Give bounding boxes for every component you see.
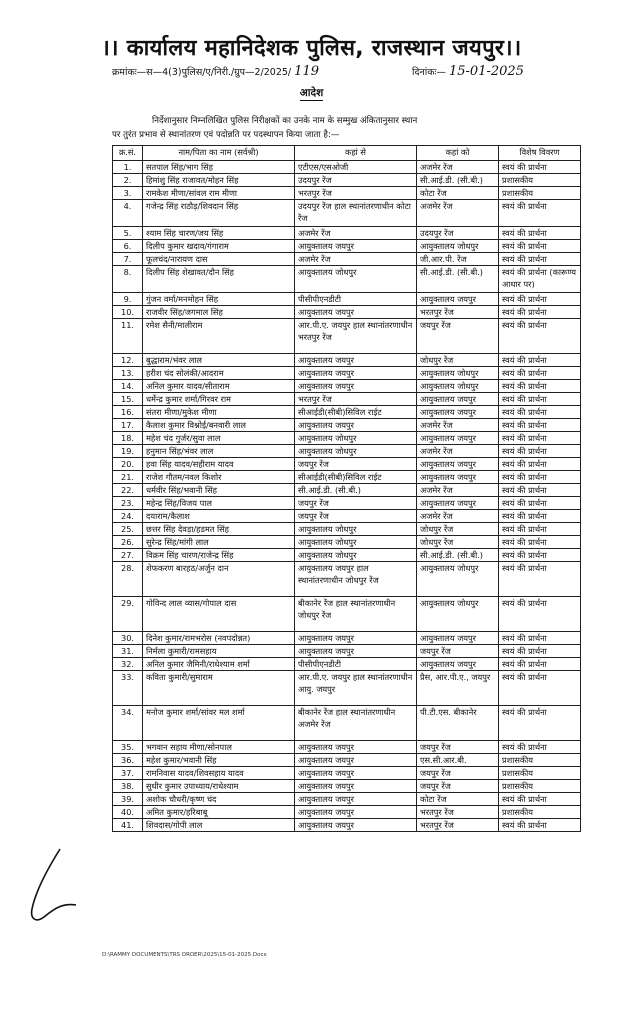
from-cell: बीकानेर रेंज हाल स्थानांतरणाधीन अजमेर रेंज xyxy=(295,706,417,741)
remark-cell: स्वयं की प्रार्थना xyxy=(499,354,581,367)
serial-cell: 31. xyxy=(113,645,143,658)
from-cell: आर.पी.ए. जयपुर हाल स्थानांतरणाधीन भरतपुर रेंज xyxy=(295,319,417,354)
to-cell: आयुक्तालय जयपुर xyxy=(417,632,499,645)
to-cell: उदयपुर रेंज xyxy=(417,227,499,240)
name-cell: रमेश सैनी/मालीराम xyxy=(143,319,295,354)
to-cell: आयुक्तालय जयपुर xyxy=(417,393,499,406)
to-cell: जयपुर रेंज xyxy=(417,319,499,354)
table-row xyxy=(113,174,581,187)
from-cell: आर.पी.ए. जयपुर हाल स्थानांतरणाधीन आयु. जयपुर xyxy=(295,671,417,706)
to-cell: आयुक्तालय जोधपुर xyxy=(417,562,499,597)
table-row xyxy=(113,367,581,380)
from-cell: आयुक्तालय जोधपुर xyxy=(295,536,417,549)
name-cell: अनिल कुमार यादव/सीताराम xyxy=(143,380,295,393)
serial-cell: 33. xyxy=(113,671,143,706)
from-cell: बीकानेर रेंज हाल स्थानांतरणाधीन जोधपुर रेंज xyxy=(295,597,417,632)
to-cell: सी.आई.डी. (सी.बी.) xyxy=(417,174,499,187)
name-cell: महेश कुमार/भवानी सिंह xyxy=(143,754,295,767)
name-cell: हिमांशु सिंह राजावत/मोहन सिंह xyxy=(143,174,295,187)
from-cell: आयुक्तालय जयपुर हाल स्थानांतरणाधीन जोधपुर रेंज xyxy=(295,562,417,597)
serial-cell: 22. xyxy=(113,484,143,497)
remark-cell: स्वयं की प्रार्थना xyxy=(499,484,581,497)
serial-cell: 1. xyxy=(113,161,143,174)
remark-cell: स्वयं की प्रार्थना xyxy=(499,793,581,806)
from-cell: आयुक्तालय जोधपुर xyxy=(295,432,417,445)
to-cell: अजमेर रेंज xyxy=(417,200,499,227)
serial-cell: 30. xyxy=(113,632,143,645)
table-row xyxy=(113,632,581,645)
table-row xyxy=(113,645,581,658)
to-cell: आयुक्तालय जयपुर xyxy=(417,658,499,671)
remark-cell: स्वयं की प्रार्थना xyxy=(499,741,581,754)
name-cell: दिलीप सिंह शेखावत/दौन सिंह xyxy=(143,266,295,293)
from-cell: सी.आई.डी. (सी.बी.) xyxy=(295,484,417,497)
table-row xyxy=(113,597,581,632)
table-row xyxy=(113,253,581,266)
table-row xyxy=(113,380,581,393)
remark-cell: प्रशासकीय xyxy=(499,754,581,767)
table-row xyxy=(113,658,581,671)
table-row xyxy=(113,767,581,780)
name-cell: हरीश चंद सोलंकी/आदराम xyxy=(143,367,295,380)
table-row xyxy=(113,562,581,597)
table-row xyxy=(113,471,581,484)
from-cell: एटीएस/एसओजी xyxy=(295,161,417,174)
to-cell: प्रैस, आर.पी.ए., जयपुर xyxy=(417,671,499,706)
serial-cell: 4. xyxy=(113,200,143,227)
remark-cell: स्वयं की प्रार्थना xyxy=(499,632,581,645)
remark-cell: स्वयं की प्रार्थना xyxy=(499,536,581,549)
serial-cell: 32. xyxy=(113,658,143,671)
serial-cell: 29. xyxy=(113,597,143,632)
table-row xyxy=(113,819,581,832)
to-cell: कोटा रेंज xyxy=(417,187,499,200)
from-cell: भरतपुर रेंज xyxy=(295,393,417,406)
to-cell: भरतपुर रेंज xyxy=(417,819,499,832)
to-cell: आयुक्तालय जयपुर xyxy=(417,458,499,471)
remark-cell: प्रशासकीय xyxy=(499,174,581,187)
remark-cell: स्वयं की प्रार्थना xyxy=(499,597,581,632)
order-heading: आदेश xyxy=(299,87,324,99)
serial-cell: 10. xyxy=(113,306,143,319)
name-cell: दयाराम/कैलाश xyxy=(143,510,295,523)
header-from: कहां से xyxy=(295,146,417,161)
name-cell: रामकेश मीणा/सांवल राम मीणा xyxy=(143,187,295,200)
remark-cell: स्वयं की प्रार्थना (कारूण्य आधार पर) xyxy=(499,266,581,293)
serial-cell: 2. xyxy=(113,174,143,187)
from-cell: उदयपुर रेंज xyxy=(295,174,417,187)
from-cell: आयुक्तालय जयपुर xyxy=(295,793,417,806)
to-cell: आयुक्तालय जयपुर xyxy=(417,406,499,419)
date-label: दिनांकः— xyxy=(412,67,446,78)
serial-cell: 36. xyxy=(113,754,143,767)
serial-cell: 9. xyxy=(113,293,143,306)
to-cell: जयपुर रेंज xyxy=(417,780,499,793)
name-cell: सतपाल सिंह/भाग सिंह xyxy=(143,161,295,174)
name-cell: बुद्धाराम/भंवर लाल xyxy=(143,354,295,367)
remark-cell: स्वयं की प्रार्थना xyxy=(499,161,581,174)
name-cell: हनुमान सिंह/भंवर लाल xyxy=(143,445,295,458)
remark-cell: स्वयं की प्रार्थना xyxy=(499,658,581,671)
from-cell: जयपुर रेंज xyxy=(295,458,417,471)
header-remark: विशेष विवरण xyxy=(499,146,581,161)
serial-cell: 37. xyxy=(113,767,143,780)
table-row xyxy=(113,780,581,793)
table-row xyxy=(113,406,581,419)
name-cell: छत्तर सिंह देवड़ा/हडमत सिंह xyxy=(143,523,295,536)
to-cell: आयुक्तालय जोधपुर xyxy=(417,380,499,393)
to-cell: एस.सी.आर.बी. xyxy=(417,754,499,767)
table-row xyxy=(113,306,581,319)
table-row xyxy=(113,793,581,806)
name-cell: दिलीप कुमार खदाव/गंगाराम xyxy=(143,240,295,253)
name-cell: श्याम सिंह चारण/जय सिंह xyxy=(143,227,295,240)
to-cell: पी.टी.एस. बीकानेर xyxy=(417,706,499,741)
from-cell: आयुक्तालय जयपुर xyxy=(295,367,417,380)
serial-cell: 16. xyxy=(113,406,143,419)
remark-cell: स्वयं की प्रार्थना xyxy=(499,497,581,510)
from-cell: आयुक्तालय जयपुर xyxy=(295,819,417,832)
name-cell: अनिल कुमार जैमिनी/राधेश्याम शर्मा xyxy=(143,658,295,671)
serial-cell: 11. xyxy=(113,319,143,354)
table-row xyxy=(113,536,581,549)
remark-cell: स्वयं की प्रार्थना xyxy=(499,380,581,393)
reference-number-handwritten: 119 xyxy=(294,64,319,79)
remark-cell: स्वयं की प्रार्थना xyxy=(499,319,581,354)
serial-cell: 28. xyxy=(113,562,143,597)
remark-cell: प्रशासकीय xyxy=(499,767,581,780)
remark-cell: स्वयं की प्रार्थना xyxy=(499,253,581,266)
table-row xyxy=(113,510,581,523)
date-handwritten: 15-01-2025 xyxy=(448,64,524,79)
to-cell: आयुक्तालय जोधपुर xyxy=(417,240,499,253)
table-row xyxy=(113,266,581,293)
name-cell: शिवदास/गोपी लाल xyxy=(143,819,295,832)
name-cell: रामनिवास यादव/शिवसहाय यादव xyxy=(143,767,295,780)
remark-cell: स्वयं की प्रार्थना xyxy=(499,227,581,240)
name-cell: महेन्द्र सिंह/विजय पाल xyxy=(143,497,295,510)
serial-cell: 14. xyxy=(113,380,143,393)
to-cell: जयपुर रेंज xyxy=(417,741,499,754)
name-cell: मनोज कुमार शर्मा/सांवर मल शर्मा xyxy=(143,706,295,741)
serial-cell: 15. xyxy=(113,393,143,406)
table-row xyxy=(113,200,581,227)
to-cell: जोधपुर रेंज xyxy=(417,523,499,536)
from-cell: आयुक्तालय जयपुर xyxy=(295,754,417,767)
serial-cell: 20. xyxy=(113,458,143,471)
name-cell: निर्मला कुमारी/रामसहाय xyxy=(143,645,295,658)
from-cell: आयुक्तालय जयपुर xyxy=(295,380,417,393)
to-cell: सी.आई.डी. (सी.बी.) xyxy=(417,549,499,562)
serial-cell: 41. xyxy=(113,819,143,832)
table-row xyxy=(113,445,581,458)
header-name: नाम/पिता का नाम (सर्वश्री) xyxy=(143,146,295,161)
from-cell: आयुक्तालय जयपुर xyxy=(295,806,417,819)
name-cell: फूलचंद/नारायण दास xyxy=(143,253,295,266)
serial-cell: 26. xyxy=(113,536,143,549)
from-cell: आयुक्तालय जयपुर xyxy=(295,780,417,793)
serial-cell: 23. xyxy=(113,497,143,510)
to-cell: जोधपुर रेंज xyxy=(417,536,499,549)
to-cell: जयपुर रेंज xyxy=(417,645,499,658)
name-cell: धर्मवीर सिंह/भवानी सिंह xyxy=(143,484,295,497)
table-header-row xyxy=(113,146,581,161)
serial-cell: 27. xyxy=(113,549,143,562)
name-cell: विक्रम सिंह चारण/राजेन्द्र सिंह xyxy=(143,549,295,562)
from-cell: आयुक्तालय जयपुर xyxy=(295,354,417,367)
serial-cell: 25. xyxy=(113,523,143,536)
office-title: ।। कार्यालय महानिदेशक पुलिस, राजस्थान जयपुर।। xyxy=(101,36,522,61)
name-cell: अमित कुमार/हरिबाबू xyxy=(143,806,295,819)
to-cell: आयुक्तालय जयपुर xyxy=(417,293,499,306)
signature-mark xyxy=(22,845,82,925)
name-cell: गोविन्द लाल व्यास/गोपाल दास xyxy=(143,597,295,632)
remark-cell: स्वयं की प्रार्थना xyxy=(499,510,581,523)
to-cell: अजमेर रेंज xyxy=(417,484,499,497)
to-cell: आयुक्तालय जोधपुर xyxy=(417,597,499,632)
name-cell: सुधीर कुमार उपाध्याय/राधेश्याम xyxy=(143,780,295,793)
from-cell: अजमेर रेंज xyxy=(295,253,417,266)
from-cell: आयुक्तालय जयपुर xyxy=(295,645,417,658)
remark-cell: प्रशासकीय xyxy=(499,780,581,793)
from-cell: आयुक्तालय जयपुर xyxy=(295,306,417,319)
remark-cell: स्वयं की प्रार्थना xyxy=(499,458,581,471)
name-cell: भगवान सहाय मीणा/सोनपाल xyxy=(143,741,295,754)
serial-cell: 19. xyxy=(113,445,143,458)
remark-cell: स्वयं की प्रार्थना xyxy=(499,706,581,741)
name-cell: गजेन्द्र सिंह राठौड़/शिवदान सिंह xyxy=(143,200,295,227)
from-cell: अजमेर रेंज xyxy=(295,227,417,240)
header-serial: क्र.सं. xyxy=(113,146,143,161)
table-body xyxy=(113,161,581,832)
serial-cell: 6. xyxy=(113,240,143,253)
remark-cell: स्वयं की प्रार्थना xyxy=(499,200,581,227)
name-cell: सुरेन्द्र सिंह/मांगी लाल xyxy=(143,536,295,549)
from-cell: आयुक्तालय जोधपुर xyxy=(295,445,417,458)
name-cell: धर्मेन्द्र कुमार शर्मा/गिरवर राम xyxy=(143,393,295,406)
from-cell: आयुक्तालय जयपुर xyxy=(295,767,417,780)
serial-cell: 24. xyxy=(113,510,143,523)
to-cell: अजमेर रेंज xyxy=(417,419,499,432)
serial-cell: 38. xyxy=(113,780,143,793)
name-cell: राजेश गौतम/नवल किशोर xyxy=(143,471,295,484)
to-cell: अजमेर रेंज xyxy=(417,161,499,174)
name-cell: दिनेश कुमार/रामभरोस (नवपदोन्नत) xyxy=(143,632,295,645)
table-row xyxy=(113,432,581,445)
remark-cell: स्वयं की प्रार्थना xyxy=(499,240,581,253)
file-path-footer: D:\RAMMY DOCUMENTS\TRS ORDER\2025\15-01-2025.Docx xyxy=(102,952,267,958)
to-cell: आयुक्तालय जयपुर xyxy=(417,432,499,445)
intro-line-1: निर्देशानुसार निम्नलिखित पुलिस निरीक्षकों का उनके नाम के सम्मुख अंकितानुसार स्थान xyxy=(152,116,418,126)
table-row xyxy=(113,549,581,562)
remark-cell: स्वयं की प्रार्थना xyxy=(499,445,581,458)
remark-cell: स्वयं की प्रार्थना xyxy=(499,432,581,445)
remark-cell: स्वयं की प्रार्थना xyxy=(499,393,581,406)
remark-cell: स्वयं की प्रार्थना xyxy=(499,819,581,832)
serial-cell: 18. xyxy=(113,432,143,445)
serial-cell: 35. xyxy=(113,741,143,754)
remark-cell: स्वयं की प्रार्थना xyxy=(499,419,581,432)
table-row xyxy=(113,754,581,767)
reference-prefix: क्रमांकः—स—4(3)पुलिस/ए/निरी./ग्रुप—2/2025/ xyxy=(112,67,292,78)
name-cell: महेश चंद गुर्जर/सुवा लाल xyxy=(143,432,295,445)
serial-cell: 13. xyxy=(113,367,143,380)
to-cell: आयुक्तालय जयपुर xyxy=(417,471,499,484)
table-row xyxy=(113,419,581,432)
serial-cell: 3. xyxy=(113,187,143,200)
table-row xyxy=(113,806,581,819)
order-date xyxy=(412,64,524,79)
table-row xyxy=(113,161,581,174)
serial-cell: 17. xyxy=(113,419,143,432)
name-cell: संतरा मीणा/मुकेश मीणा xyxy=(143,406,295,419)
from-cell: पीसीपीएनडीटी xyxy=(295,293,417,306)
name-cell: कैलाश कुमार विश्नोई/बनवारी लाल xyxy=(143,419,295,432)
header-to: कहां को xyxy=(417,146,499,161)
from-cell: आयुक्तालय जोधपुर xyxy=(295,549,417,562)
to-cell: आयुक्तालय जयपुर xyxy=(417,497,499,510)
name-cell: हवा सिंह यादव/सहीराम यादव xyxy=(143,458,295,471)
from-cell: आयुक्तालय जोधपुर xyxy=(295,266,417,293)
to-cell: भरतपुर रेंज xyxy=(417,306,499,319)
from-cell: सीआईडी(सीबी)सिविल राईट xyxy=(295,406,417,419)
remark-cell: स्वयं की प्रार्थना xyxy=(499,523,581,536)
name-cell: राजवीर सिंह/जगमाल सिंह xyxy=(143,306,295,319)
transfer-table xyxy=(112,145,581,832)
name-cell: कविता कुमारी/सुमाराम xyxy=(143,671,295,706)
remark-cell: स्वयं की प्रार्थना xyxy=(499,367,581,380)
table-row xyxy=(113,240,581,253)
serial-cell: 21. xyxy=(113,471,143,484)
serial-cell: 12. xyxy=(113,354,143,367)
remark-cell: स्वयं की प्रार्थना xyxy=(499,549,581,562)
to-cell: आयुक्तालय जोधपुर xyxy=(417,367,499,380)
from-cell: आयुक्तालय जयपुर xyxy=(295,741,417,754)
table-row xyxy=(113,293,581,306)
reference-number xyxy=(112,64,319,79)
to-cell: भरतपुर रेंज xyxy=(417,806,499,819)
table-row xyxy=(113,458,581,471)
table-row xyxy=(113,319,581,354)
remark-cell: स्वयं की प्रार्थना xyxy=(499,406,581,419)
to-cell: जयपुर रेंज xyxy=(417,767,499,780)
serial-cell: 40. xyxy=(113,806,143,819)
from-cell: उदयपुर रेंज हाल स्थानांतरणाधीन कोटा रेंज xyxy=(295,200,417,227)
table-row xyxy=(113,497,581,510)
table-row xyxy=(113,523,581,536)
remark-cell: प्रशासकीय xyxy=(499,806,581,819)
table-row xyxy=(113,187,581,200)
serial-cell: 8. xyxy=(113,266,143,293)
to-cell: सी.आई.डी. (सी.बी.) xyxy=(417,266,499,293)
name-cell: शेफकरण बारहठ/अर्जुन दान xyxy=(143,562,295,597)
from-cell: आयुक्तालय जयपुर xyxy=(295,240,417,253)
table-row xyxy=(113,354,581,367)
to-cell: जी.आर.पी. रेंज xyxy=(417,253,499,266)
serial-cell: 7. xyxy=(113,253,143,266)
to-cell: कोटा रेंज xyxy=(417,793,499,806)
from-cell: आयुक्तालय जयपुर xyxy=(295,419,417,432)
table-row xyxy=(113,671,581,706)
remark-cell: प्रशासकीय xyxy=(499,187,581,200)
remark-cell: स्वयं की प्रार्थना xyxy=(499,293,581,306)
from-cell: पीसीपीएनडीटी xyxy=(295,658,417,671)
table-row xyxy=(113,706,581,741)
from-cell: सीआईडी(सीबी)सिविल राईट xyxy=(295,471,417,484)
name-cell: गुंजन वर्मा/मनमोहन सिंह xyxy=(143,293,295,306)
from-cell: जयपुर रेंज xyxy=(295,510,417,523)
to-cell: अजमेर रेंज xyxy=(417,445,499,458)
from-cell: भरतपुर रेंज xyxy=(295,187,417,200)
to-cell: अजमेर रेंज xyxy=(417,510,499,523)
remark-cell: स्वयं की प्रार्थना xyxy=(499,645,581,658)
name-cell: अशोक चौधरी/कृष्ण चंद xyxy=(143,793,295,806)
from-cell: जयपुर रेंज xyxy=(295,497,417,510)
remark-cell: स्वयं की प्रार्थना xyxy=(499,671,581,706)
to-cell: जोधपुर रेंज xyxy=(417,354,499,367)
table-row xyxy=(113,484,581,497)
intro-line-2: पर तुरंत प्रभाव से स्थानांतरण एवं पदोन्नति पर पदस्थापन किया जाता है:— xyxy=(112,130,340,140)
remark-cell: स्वयं की प्रार्थना xyxy=(499,562,581,597)
table-row xyxy=(113,227,581,240)
serial-cell: 39. xyxy=(113,793,143,806)
serial-cell: 5. xyxy=(113,227,143,240)
remark-cell: स्वयं की प्रार्थना xyxy=(499,471,581,484)
from-cell: आयुक्तालय जयपुर xyxy=(295,632,417,645)
from-cell: आयुक्तालय जोधपुर xyxy=(295,523,417,536)
table-row xyxy=(113,393,581,406)
remark-cell: स्वयं की प्रार्थना xyxy=(499,306,581,319)
serial-cell: 34. xyxy=(113,706,143,741)
table-row xyxy=(113,741,581,754)
